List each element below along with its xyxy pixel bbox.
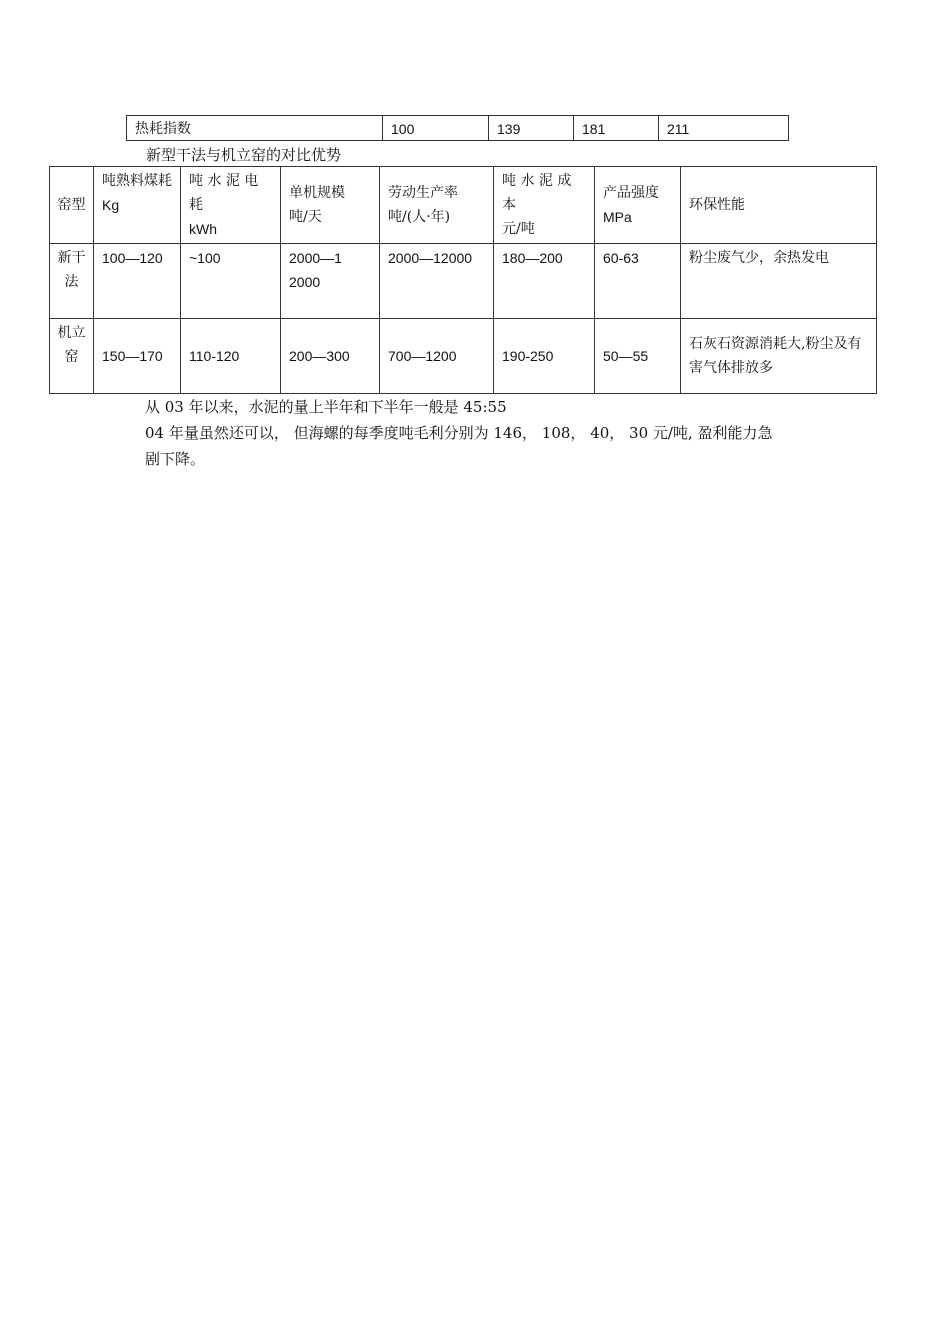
heat-index-label: 热耗指数: [127, 116, 383, 141]
header-power-unit: kWh: [189, 221, 217, 237]
header-env-label: 环保性能: [689, 197, 745, 213]
row-kiln-type: 新干法: [50, 244, 94, 319]
paragraph: 从 03 年以来，水泥的量上半年和下半年一般是 45:55: [145, 398, 507, 416]
kiln-comparison-table: [49, 166, 877, 394]
header-strength: [595, 167, 681, 244]
header-cost-label: 吨 水 泥 成 本: [502, 173, 572, 213]
paragraph: 04 年量虽然还可以， 但海螺的每季度吨毛利分别为 146， 108， 40， 30 元/吨, 盈利能力急: [145, 424, 773, 442]
header-labor-unit: 吨/(人·年): [388, 209, 451, 225]
header-coal-label: 吨熟料煤耗: [102, 173, 172, 189]
row-cost: 180—200: [494, 244, 595, 319]
row-power: ~100: [181, 244, 281, 319]
header-scale-unit: 吨/天: [289, 209, 322, 225]
table-row: [50, 319, 877, 394]
heat-index-value: 139: [489, 116, 574, 141]
row-cost: 190-250: [494, 319, 595, 394]
row-labor: 2000—12000: [380, 244, 494, 319]
header-kiln-type-label: 窑型: [57, 197, 86, 213]
heat-index-value: 211: [659, 116, 789, 141]
table-header-row: [50, 167, 877, 244]
header-power-label: 吨 水 泥 电 耗: [189, 173, 259, 213]
header-cost: [494, 167, 595, 244]
header-scale: [281, 167, 380, 244]
table-caption: 新型干法与机立窑的对比优势: [146, 146, 342, 164]
heat-index-row: [127, 116, 789, 141]
heat-index-value: 181: [574, 116, 659, 141]
header-power: [181, 167, 281, 244]
header-kiln-type: [50, 167, 94, 244]
row-env: 粉尘废气少，余热发电: [681, 244, 877, 319]
row-scale-value: 2000—12000: [289, 250, 342, 290]
row-coal: 100—120: [94, 244, 181, 319]
row-strength: 60-63: [595, 244, 681, 319]
header-scale-label: 单机规模: [289, 185, 345, 201]
row-kiln-type: 机立窑: [50, 319, 94, 394]
row-strength: 50—55: [595, 319, 681, 394]
header-coal-unit: Kg: [102, 197, 120, 213]
heat-index-value: 100: [383, 116, 489, 141]
header-labor-label: 劳动生产率: [388, 185, 458, 201]
header-coal: [94, 167, 181, 244]
row-coal: 150—170: [94, 319, 181, 394]
header-strength-label: 产品强度: [603, 185, 659, 201]
table-row: [50, 244, 877, 319]
row-env: 石灰石资源消耗大,粉尘及有害气体排放多: [681, 319, 877, 394]
header-env: [681, 167, 877, 244]
heat-index-table: [126, 115, 789, 141]
row-scale: [281, 244, 380, 319]
header-cost-unit: 元/吨: [502, 221, 535, 237]
row-labor: 700—1200: [380, 319, 494, 394]
row-power: 110-120: [181, 319, 281, 394]
row-scale: 200—300: [281, 319, 380, 394]
paragraph: 剧下降。: [145, 450, 206, 468]
header-labor: [380, 167, 494, 244]
header-strength-unit: MPa: [603, 209, 632, 225]
